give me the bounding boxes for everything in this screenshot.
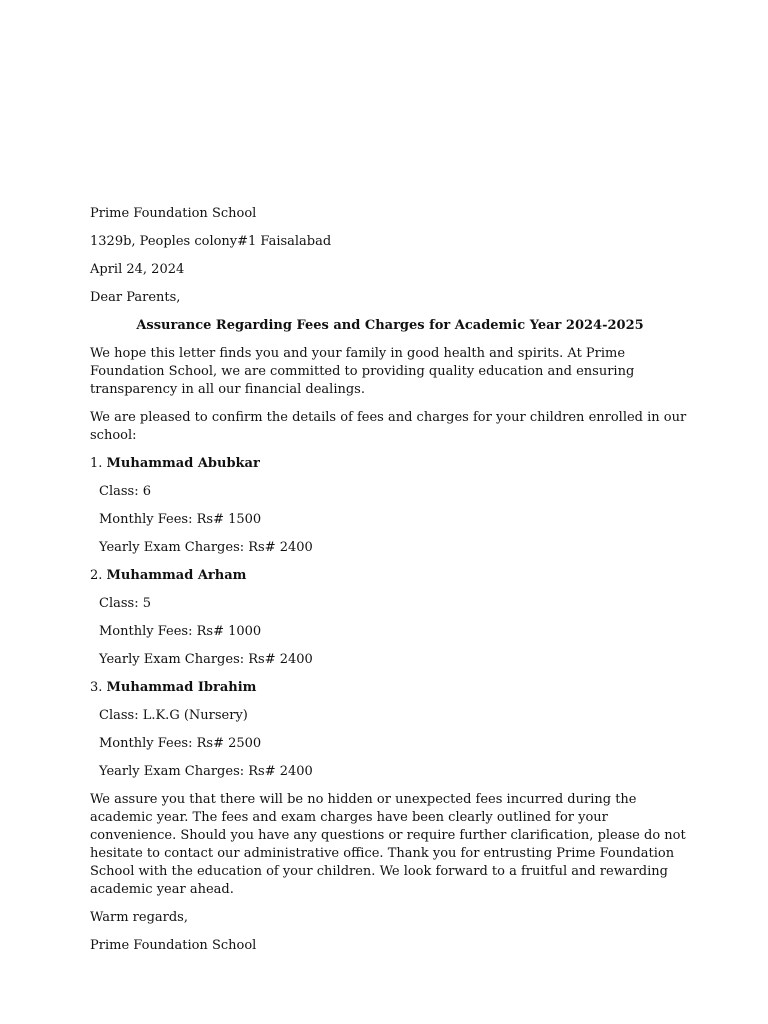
child-heading [90, 567, 690, 585]
school-name: Prime Foundation School [90, 206, 257, 221]
school-address: 1329b, Peoples colony#1 Faisalabad [90, 234, 332, 249]
child-entry [90, 455, 690, 557]
child-monthly-fees: Monthly Fees: Rs# 2500 [99, 736, 262, 751]
signature: Prime Foundation School [90, 938, 257, 953]
child-name: Muhammad Abubkar [106, 456, 260, 471]
assurance-paragraph: We assure you that there will be no hidden or unexpected fees incurred during the academic year. The fees and exam charges have been clearly outlined for your convenience. Should you have any questions or require further clarification, please do not hesitate to contact our administrative office. Thank you for entrusting Prime Foundation School with the education of your children. We look forward to a fruitful and rewarding academic year ahead. [90, 792, 686, 897]
child-name: Muhammad Arham [106, 568, 247, 583]
child-number: 3. [90, 680, 103, 695]
child-heading [90, 455, 690, 473]
letter-date: April 24, 2024 [90, 262, 185, 277]
intro-paragraph: We hope this letter finds you and your family in good health and spirits. At Prime Foundation School, we are committed to providing quality education and ensuring transparency in all our financial dealings. [90, 346, 635, 397]
closing: Warm regards, [90, 910, 188, 925]
child-monthly-fees: Monthly Fees: Rs# 1500 [99, 512, 262, 527]
child-number: 1. [90, 456, 103, 471]
child-yearly-charges: Yearly Exam Charges: Rs# 2400 [99, 764, 313, 779]
child-number: 2. [90, 568, 103, 583]
letter-body [90, 205, 690, 965]
child-entry [90, 679, 690, 781]
child-class: Class: L.K.G (Nursery) [99, 708, 248, 723]
child-yearly-charges: Yearly Exam Charges: Rs# 2400 [99, 540, 313, 555]
child-class: Class: 5 [99, 596, 151, 611]
letter-title: Assurance Regarding Fees and Charges for Academic Year 2024-2025 [136, 318, 644, 333]
child-monthly-fees: Monthly Fees: Rs# 1000 [99, 624, 262, 639]
child-heading [90, 679, 690, 697]
child-class: Class: 6 [99, 484, 151, 499]
confirm-paragraph: We are pleased to confirm the details of fees and charges for your children enrolled in our school: [90, 410, 687, 443]
child-entry [90, 567, 690, 669]
child-name: Muhammad Ibrahim [106, 680, 257, 695]
salutation: Dear Parents, [90, 290, 181, 305]
child-yearly-charges: Yearly Exam Charges: Rs# 2400 [99, 652, 313, 667]
